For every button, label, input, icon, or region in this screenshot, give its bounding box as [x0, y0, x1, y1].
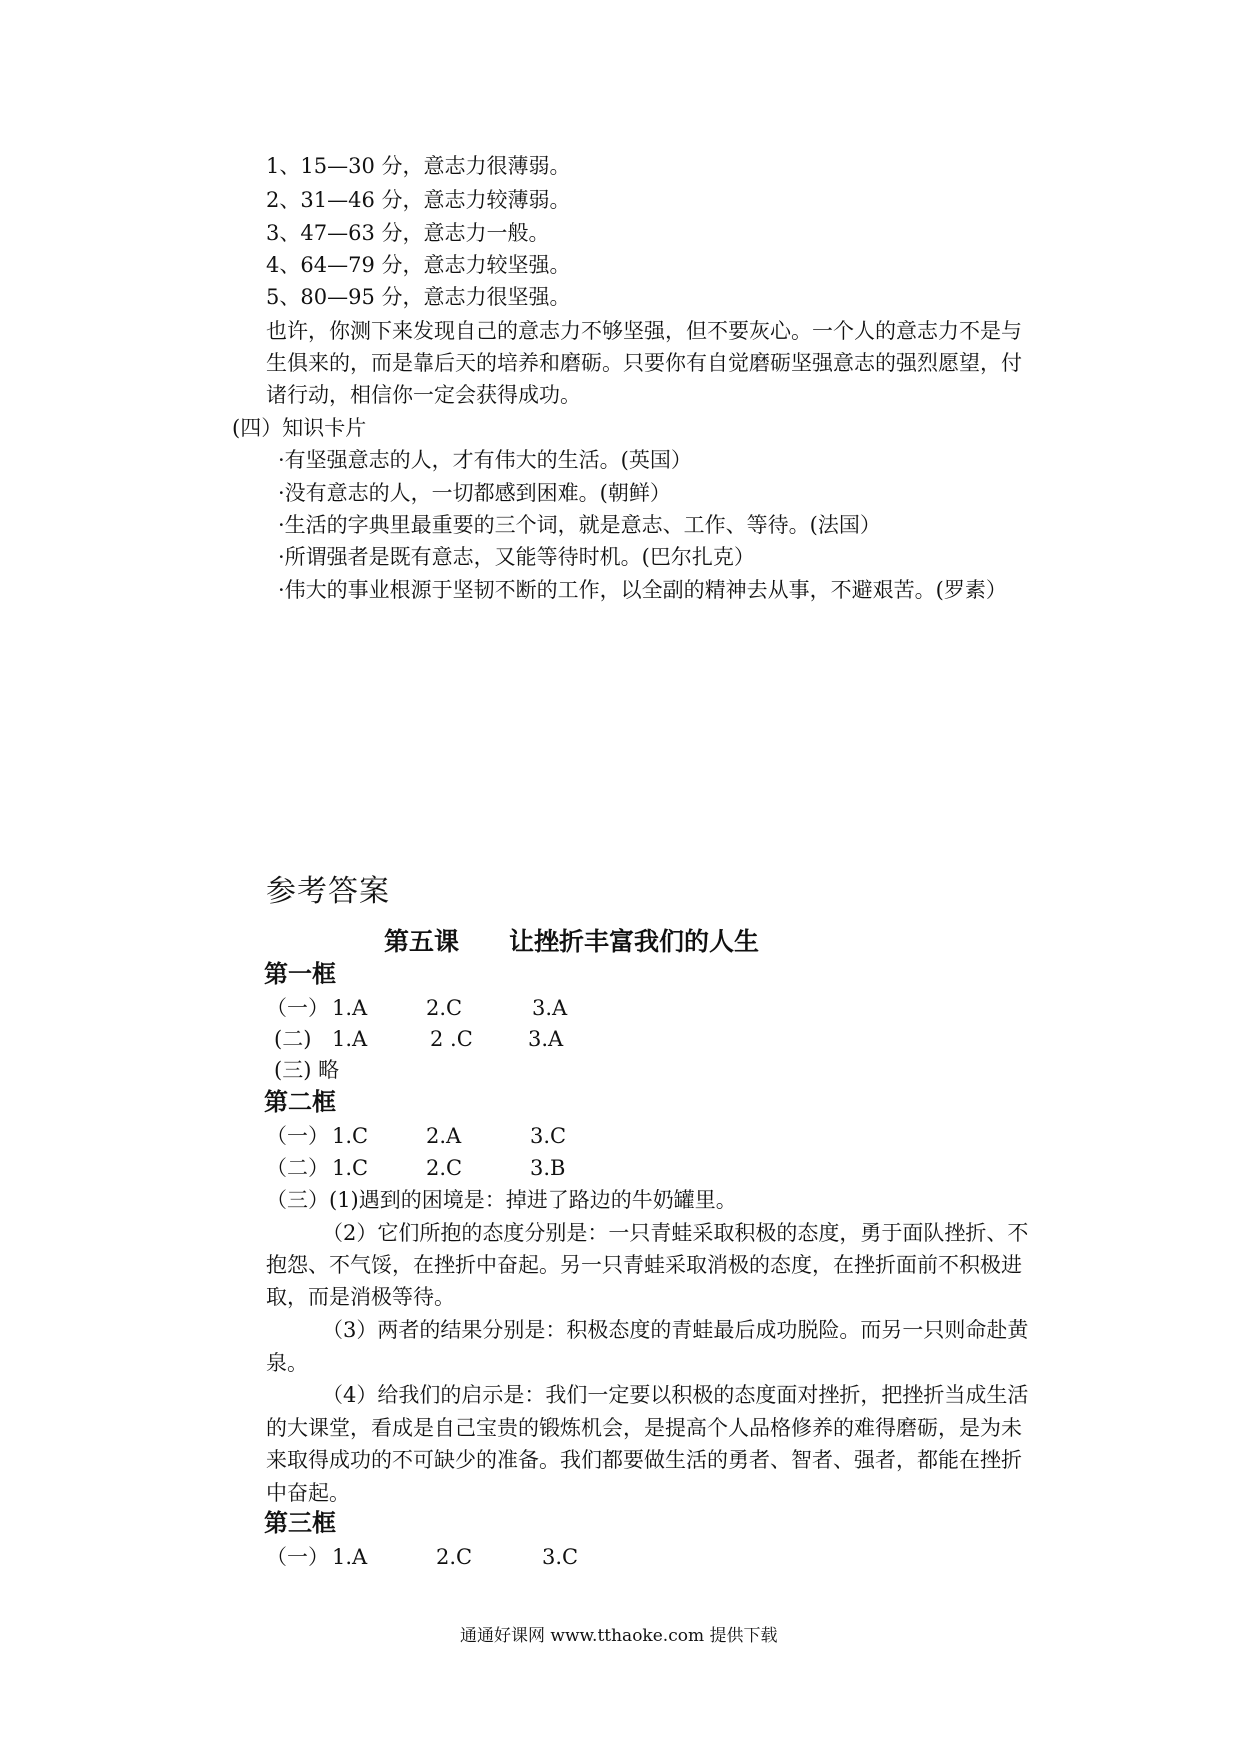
frame3-row1	[266, 1543, 579, 1571]
frame1-heading: 第一框	[264, 960, 336, 988]
row-label: （二）	[266, 1156, 329, 1180]
answer-3: 3.C	[542, 1545, 579, 1569]
frame2-heading: 第二框	[264, 1088, 336, 1116]
frame2-q3-line-3: 抱怨、不气馁，在挫折中奋起。另一只青蛙采取消极的态度，在挫折面前不积极进	[266, 1253, 1022, 1277]
encouragement-line-3: 诸行动，相信你一定会获得成功。	[266, 383, 581, 407]
row-label: （一）	[266, 996, 329, 1020]
answer-2: 2.C	[436, 1545, 473, 1569]
frame1-row2	[274, 1025, 564, 1053]
lesson-title: 第五课 让挫折丰富我们的人生	[384, 927, 760, 956]
frame2-row2	[266, 1154, 566, 1182]
row-label: （一）	[266, 1545, 329, 1569]
answer-3: 3.A	[528, 1027, 564, 1051]
score-range-3: 3、47—63 分，意志力一般。	[266, 221, 550, 245]
encouragement-line-2: 生俱来的，而是靠后天的培养和磨砺。只要你有自觉磨砺坚强意志的强烈愿望，付	[266, 351, 1022, 375]
answer-1: 1.C	[332, 1156, 369, 1180]
score-range-2: 2、31—46 分，意志力较薄弱。	[266, 188, 571, 212]
answer-3: 3.A	[532, 996, 568, 1020]
answer-1: 1.C	[332, 1124, 369, 1148]
frame1-row1	[266, 994, 568, 1022]
answer-1: 1.A	[332, 996, 368, 1020]
answer-2: 2.C	[426, 996, 463, 1020]
answer-2: 2 .C	[430, 1027, 473, 1051]
frame2-q3-line-7: （4）给我们的启示是：我们一定要以积极的态度面对挫折，把挫折当成生活	[322, 1383, 1029, 1407]
frame2-q3-line-8: 的大课堂，看成是自己宝贵的锻炼机会，是提高个人品格修养的难得磨砺，是为未	[266, 1416, 1022, 1440]
frame2-row1	[266, 1122, 567, 1150]
answer-3: 3.B	[530, 1156, 566, 1180]
quote-4: ·所谓强者是既有意志，又能等待时机。(巴尔扎克）	[278, 545, 755, 569]
answer-1: 1.A	[332, 1545, 368, 1569]
frame2-q3-line-5: （3）两者的结果分别是：积极态度的青蛙最后成功脱险。而另一只则命赴黄	[322, 1318, 1029, 1342]
score-range-4: 4、64—79 分，意志力较坚强。	[266, 253, 571, 277]
row-label: （一）	[266, 1124, 329, 1148]
frame1-row3	[274, 1056, 339, 1084]
answer-3: 3.C	[530, 1124, 567, 1148]
frame3-heading: 第三框	[264, 1509, 336, 1537]
frame2-q3-line-10: 中奋起。	[266, 1481, 350, 1505]
row-label: (二)	[274, 1027, 312, 1051]
frame2-q3-line-4: 取，而是消极等待。	[266, 1285, 455, 1309]
footer-credit: 通通好课网 www.tthaoke.com 提供下载	[460, 1626, 778, 1646]
knowledge-card-heading: (四）知识卡片	[232, 416, 367, 440]
encouragement-line-1: 也许，你测下来发现自己的意志力不够坚强，但不要灰心。一个人的意志力不是与	[266, 319, 1022, 343]
answer-1: 1.A	[332, 1027, 368, 1051]
score-range-1: 1、15—30 分，意志力很薄弱。	[266, 154, 571, 178]
score-range-5: 5、80—95 分，意志力很坚强。	[266, 285, 571, 309]
quote-5: ·伟大的事业根源于坚韧不断的工作，以全副的精神去从事，不避艰苦。(罗素）	[278, 578, 1007, 602]
answers-title: 参考答案	[266, 874, 390, 909]
answer-2: 2.A	[426, 1124, 462, 1148]
quote-1: ·有坚强意志的人，才有伟大的生活。(英国）	[278, 448, 692, 472]
answer-text: 略	[318, 1058, 340, 1082]
quote-2: ·没有意志的人，一切都感到困难。(朝鲜）	[278, 481, 671, 505]
quote-3: ·生活的字典里最重要的三个词，就是意志、工作、等待。(法国）	[278, 513, 881, 537]
answer-2: 2.C	[426, 1156, 463, 1180]
frame2-q3-line-2: （2）它们所抱的态度分别是：一只青蛙采取积极的态度，勇于面队挫折、不	[322, 1221, 1029, 1245]
row-label: (三)	[274, 1058, 312, 1082]
frame2-q3-line-6: 泉。	[266, 1351, 308, 1375]
frame2-q3-line-1: （三）(1)遇到的困境是：掉进了路边的牛奶罐里。	[266, 1188, 737, 1212]
frame2-q3-line-9: 来取得成功的不可缺少的准备。我们都要做生活的勇者、智者、强者，都能在挫折	[266, 1448, 1022, 1472]
